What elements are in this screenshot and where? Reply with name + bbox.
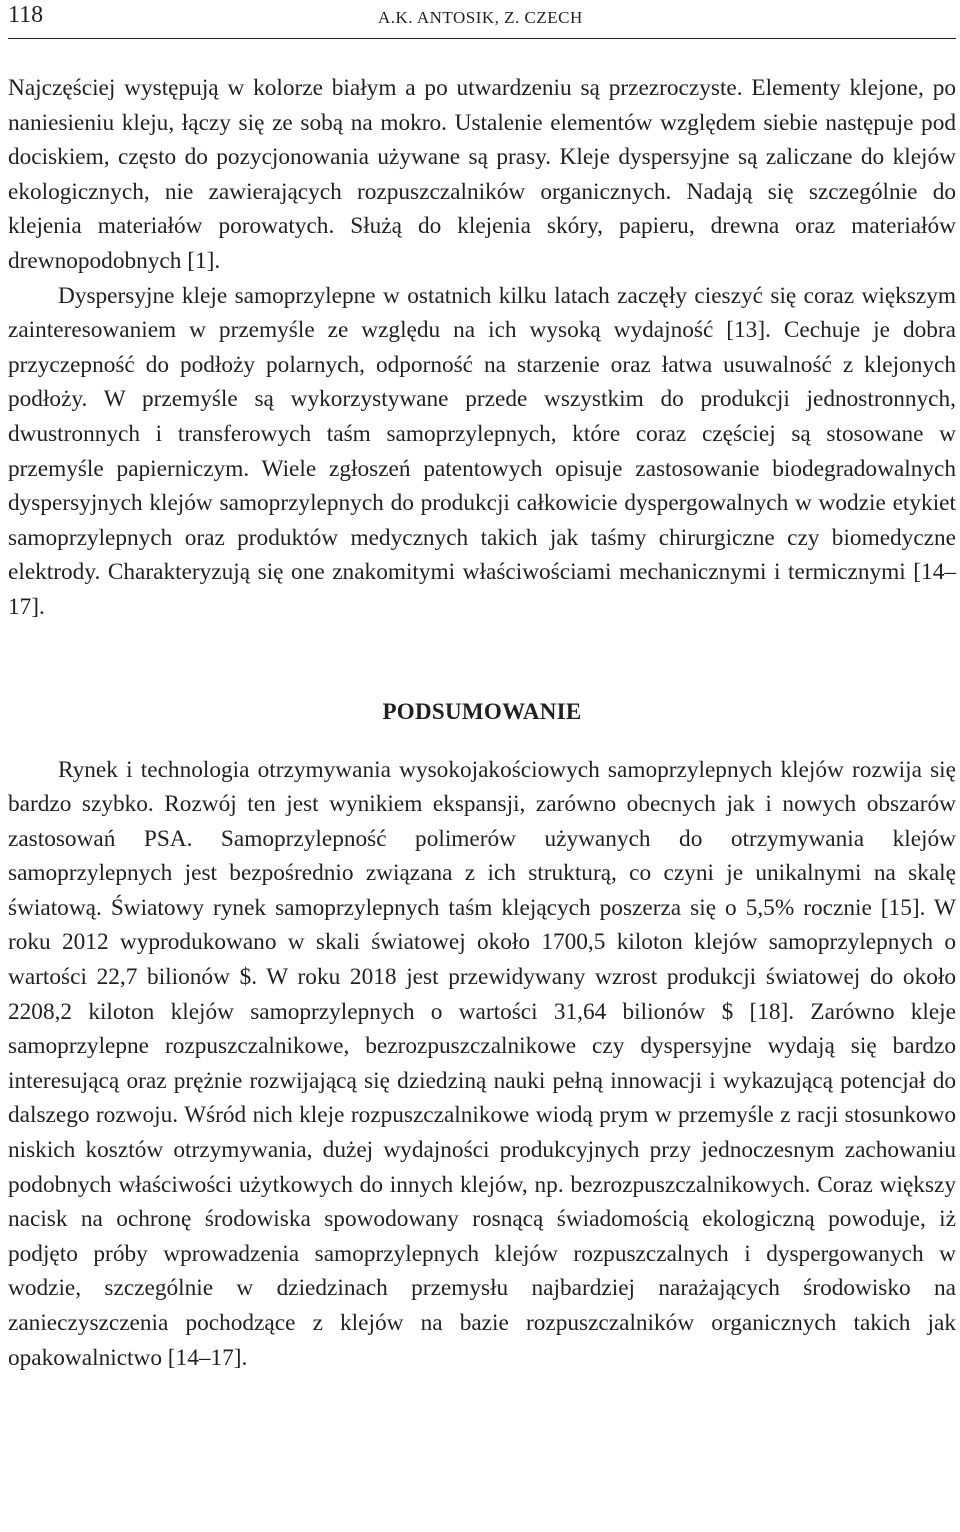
running-header bbox=[8, 0, 956, 39]
paragraph-dispersion-adhesives: Najczęściej występują w kolorze białym a po utwardzeniu są przezroczyste. Elementy klejone, po naniesieniu kleju, łączy się ze sobą na mokro. Ustalenie elementów względem siebie następuje pod dociskiem, często do pozycjonowania używane są prasy. Kleje dyspersyjne są zaliczane do klejów ekologicznych, nie zawierających rozpuszczalników organicznych. Nadają się szczególnie do klejenia materiałów porowatych. Służą do klejenia skóry, papieru, drewna oraz materiałów drewnopodobnych [1]. bbox=[8, 75, 956, 274]
body-section bbox=[8, 71, 956, 625]
document-page bbox=[8, 0, 956, 1375]
section-heading-summary: PODSUMOWANIE bbox=[382, 698, 582, 724]
paragraph-summary: Rynek i technologia otrzymywania wysokojakościowych samoprzylepnych klejów rozwija się bardzo szybko. Rozwój ten jest wynikiem ekspansji, zarówno obecnych jak i nowych obszarów zastosowań PSA. Samoprzylepność polimerów używanych do otrzymywania klejów samoprzylepnych jest bezpośrednio związana z ich strukturą, co czyni je unikalnymi na skalę światową. Światowy rynek samoprzylepnych taśm klejących poszerza się o 5,5% rocznie [15]. W roku 2012 wyprodukowano w skali światowej około 1700,5 kiloton klejów samoprzylepnych o wartości 22,7 bilionów $. W roku 2018 jest przewidywany wzrost produkcji światowej do około 2208,2 kiloton klejów samoprzylepnych o wartości 31,64 bilionów $ [18]. Zarówno kleje samoprzylepne rozpuszczalnikowe, bezrozpuszczalnikowe czy dyspersyjne wydają się bardzo interesującą oraz prężnie rozwijającą się dziedziną nauki pełną innowacji i wykazującą potencjał do dalszego rozwoju. Wśród nich kleje rozpuszczalnikowe wiodą prym w przemyśle z racji stosunkowo niskich kosztów otrzymywania, dużej wydajności produkcyjnych przy jednoczesnym zachowaniu podobnych właściwości użytkowych do innych klejów, np. bezrozpuszczalnikowych. Coraz większy nacisk na ochronę środowiska spowodowany rosnącą świadomością ekologiczną powoduje, iż podjęto próby wprowadzenia samoprzylepnych klejów rozpuszczalnych i dyspergowanych w wodzie, szczególnie w dziedzinach przemysłu najbardziej narażających środowisko na zanieczyszczenia pochodzące z klejów na bazie rozpuszczalników organicznych takich jak opakowalnictwo [14–17]. bbox=[8, 756, 956, 1371]
paragraph-dispersion-psa: Dyspersyjne kleje samoprzylepne w ostatnich kilku latach zaczęły cieszyć się coraz większym zainteresowaniem w przemyśle ze względu na ich wysoką wydajność [13]. Cechuje je dobra przyczepność do podłoży polarnych, odporność na starzenie oraz łatwa usuwalność z klejonych podłoży. W przemyśle są wykorzystywane przede wszystkim do produkcji jednostronnych, dwustronnych i transferowych taśm samoprzylepnych, które coraz częściej są stosowane w przemyśle papierniczym. Wiele zgłoszeń patentowych opisuje zastosowanie biodegradowalnych dyspersyjnych klejów samoprzylepnych do produkcji całkowicie dyspergowalnych w wodzie etykiet samoprzylepnych oraz produktów medycznych takich jak taśmy chirurgiczne czy biomedyczne elektrody. Charakteryzują się one znakomitymi właściwościami mechanicznymi i termicznymi [14–17]. bbox=[8, 282, 956, 620]
page-number: 118 bbox=[8, 2, 44, 28]
running-header-authors: A.K. ANTOSIK, Z. CZECH bbox=[378, 8, 583, 27]
